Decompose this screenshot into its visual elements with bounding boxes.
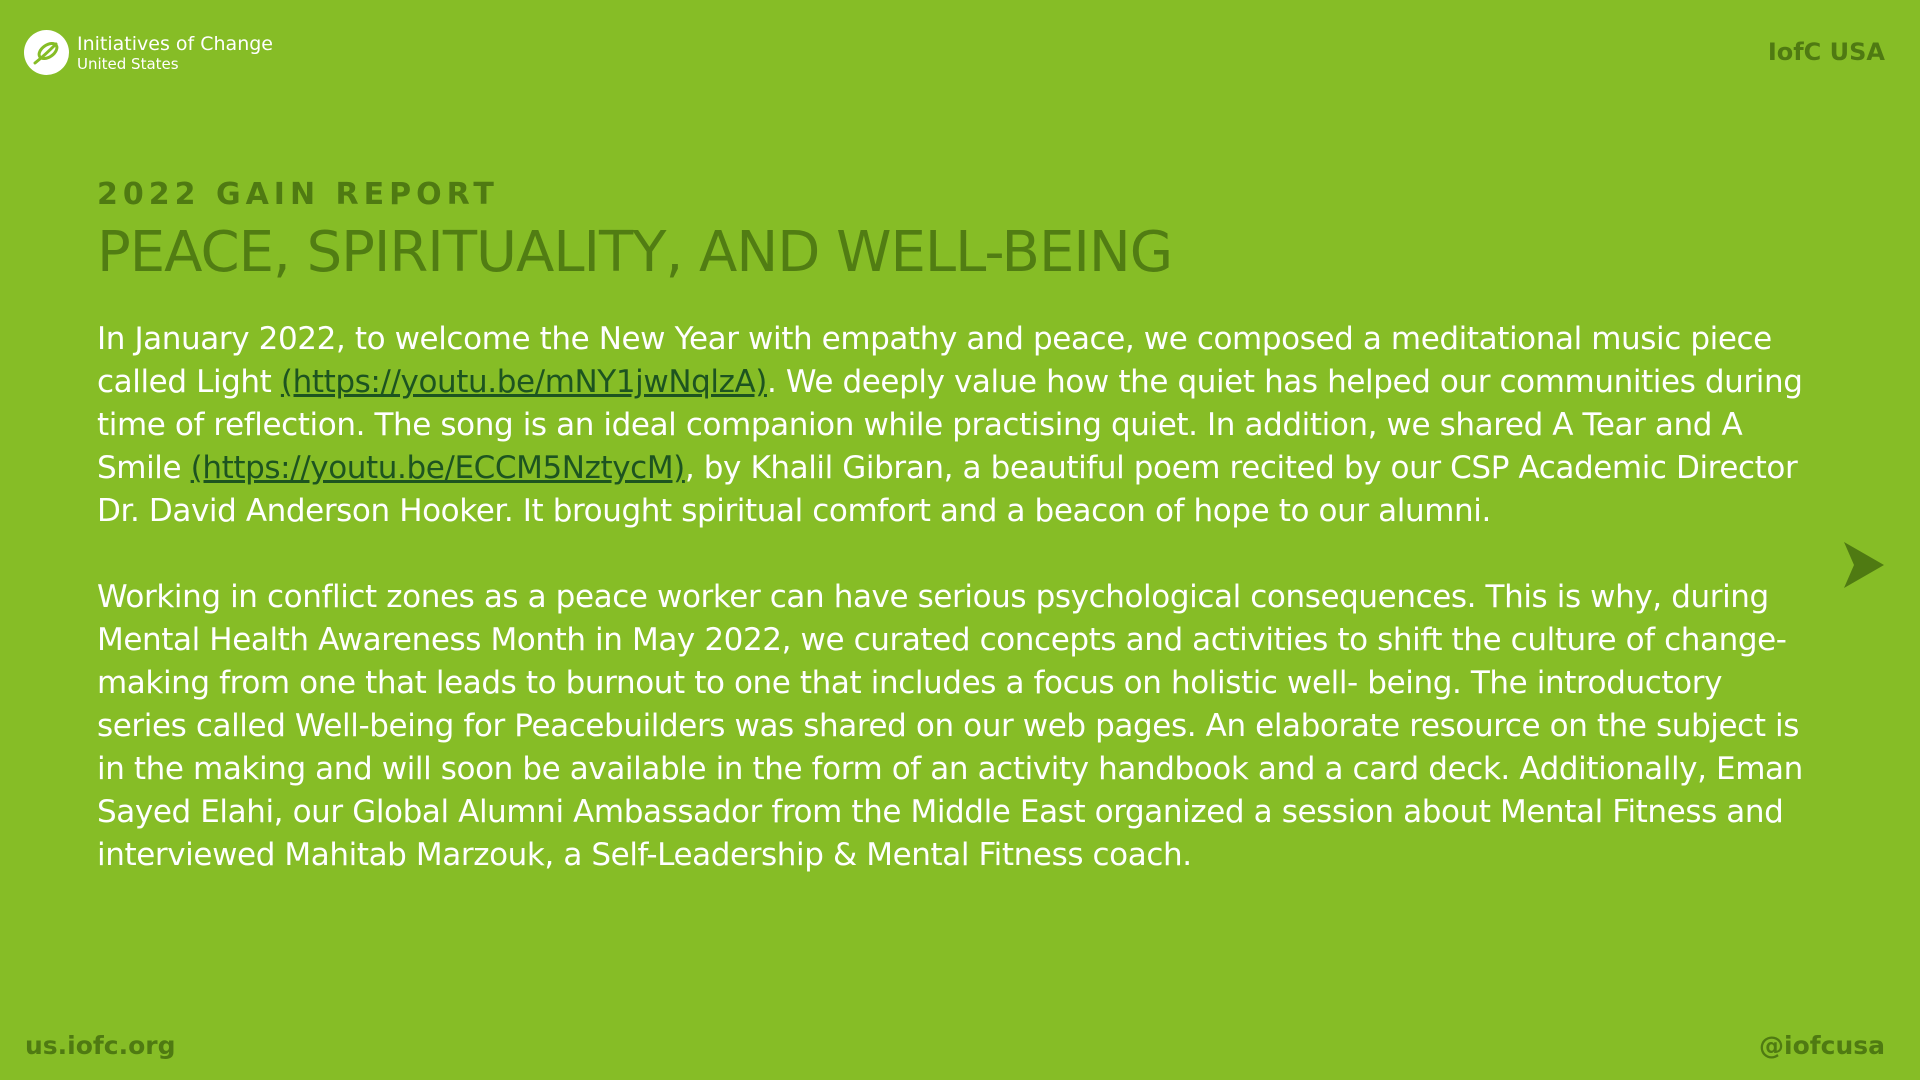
footer-website[interactable]: us.iofc.org [25, 1031, 176, 1060]
body-text [97, 318, 1817, 877]
footer-handle[interactable]: @iofcusa [1759, 1031, 1885, 1060]
next-arrow-icon[interactable] [1842, 540, 1886, 594]
leaf-logo-icon [24, 30, 69, 75]
paragraph-text: . We deeply value how the quiet has helped our communities during time of reflection. The song is an ideal companion while practising quiet. In addition, we shared A Tear and A Smile [97, 364, 1803, 486]
brand-label: IofC USA [1767, 38, 1885, 66]
paragraph-text: In January 2022, to welcome the New Year with empathy and peace, we composed a meditational music piece called Light [97, 321, 1772, 400]
logo-subtitle: United States [77, 54, 179, 73]
tear-and-smile-video-link[interactable]: (https://youtu.be/ECCM5NztycM) [190, 450, 685, 486]
paragraph-light [97, 318, 1817, 533]
report-eyebrow: 2022 GAIN REPORT [97, 177, 499, 212]
light-video-link[interactable]: (https://youtu.be/mNY1jwNqlzA) [280, 364, 767, 400]
page-title: PEACE, SPIRITUALITY, AND WELL-BEING [97, 220, 1173, 285]
brand-logo[interactable] [24, 30, 273, 75]
paragraph-wellbeing: Working in conflict zones as a peace worker can have serious psychological consequences. This is why, during Mental Health Awareness Month in May 2022, we curated concepts and activities to shift the culture of change-making from one that leads to burnout to one that includes a focus on holistic well- being. The introductory series called Well-being for Peacebuilders was shared on our web pages. An elaborate resource on the subject is in the making and will soon be available in the form of an activity handbook and a card deck. Additionally, Eman Sayed Elahi, our Global Alumni Ambassador from the Middle East organized a session about Mental Fitness and interviewed Mahitab Marzouk, a Self-Leadership & Mental Fitness coach. [97, 579, 1803, 873]
paragraph-text: , by Khalil Gibran, a beautiful poem recited by our CSP Academic Director Dr. David Anderson Hooker. It brought spiritual comfort and a beacon of hope to our alumni. [97, 450, 1798, 529]
logo-text [77, 33, 273, 73]
logo-name: Initiatives of Change [77, 32, 273, 55]
